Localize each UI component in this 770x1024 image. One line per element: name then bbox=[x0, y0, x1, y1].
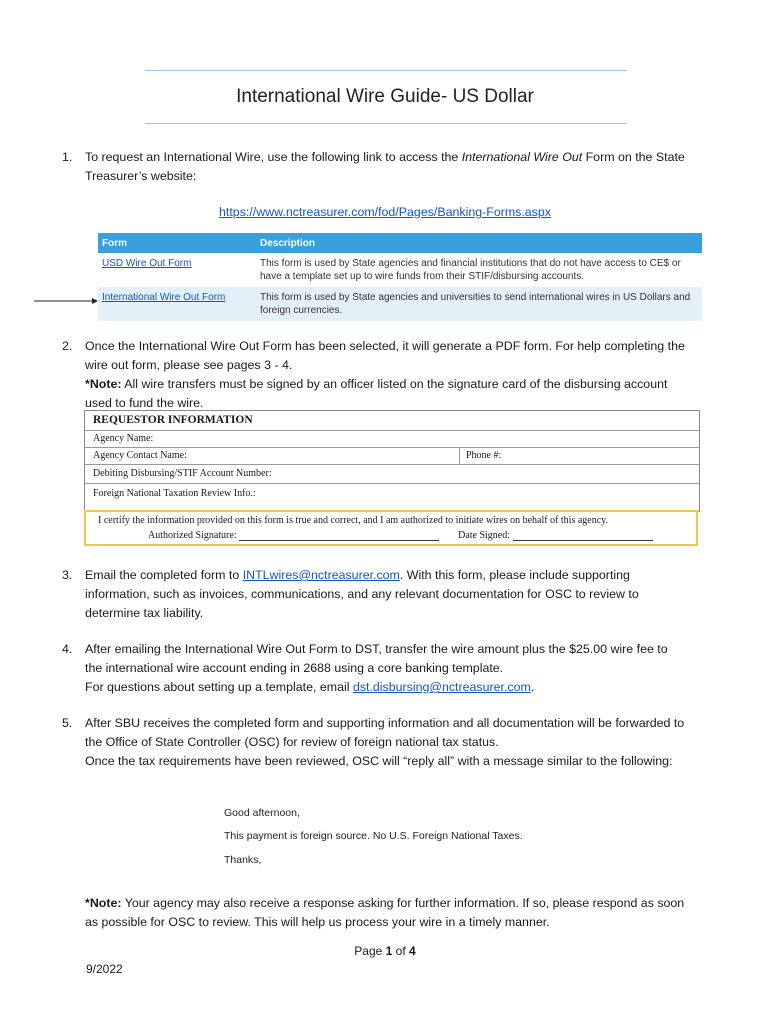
step-number: 5. bbox=[62, 716, 73, 730]
requestor-information-form bbox=[84, 410, 700, 512]
table-row bbox=[98, 287, 702, 321]
certification-box bbox=[84, 510, 698, 546]
date-signed-line bbox=[513, 529, 653, 541]
banking-forms-link-wrap bbox=[0, 205, 770, 219]
step-number: 2. bbox=[62, 339, 73, 353]
page-title: International Wire Guide- US Dollar bbox=[236, 86, 534, 107]
table-header-row bbox=[98, 233, 702, 253]
step-number: 3. bbox=[62, 568, 73, 582]
dst-disbursing-email-link[interactable]: dst.disbursing@nctreasurer.com bbox=[352, 680, 531, 694]
table-cell-description: This form is used by State agencies and financial institutions that do not have access to CE$ or have a template set up to wire funds from their STIF/disbursing accounts. bbox=[256, 253, 702, 287]
intl-wires-email-link[interactable]: INTLwires@nctreasurer.com bbox=[242, 568, 400, 582]
column-header-form: Form bbox=[98, 233, 256, 253]
debiting-account-label: Debiting Disbursing/STIF Account Number: bbox=[93, 468, 272, 479]
pointer-arrow-icon bbox=[34, 298, 98, 304]
step-text: After emailing the International Wire Out Form to DST, transfer the wire amount plus the $25.00 wire fee to the international wire account ending in 2688 using a core banking template. For questions about setting up a template, email dst.disbursing@nctreasurer.com. bbox=[85, 642, 668, 694]
requestor-heading: REQUESTOR INFORMATION bbox=[93, 414, 253, 426]
forms-table bbox=[98, 233, 702, 321]
step-text: To request an International Wire, use the following link to access the International Wire Out Form on the State Treasurer’s website: bbox=[85, 150, 685, 183]
usd-wire-out-form-link[interactable]: USD Wire Out Form bbox=[102, 258, 192, 269]
certify-statement: I certify the information provided on this form is true and correct, and I am authorized to initiate wires on behalf of this agency. bbox=[98, 515, 609, 526]
page-number: Page 1 of 4 bbox=[354, 944, 416, 958]
column-header-description: Description bbox=[256, 233, 702, 253]
authorized-signature-line bbox=[239, 529, 439, 541]
signature-note: *Note: All wire transfers must be signed by an officer listed on the signature card of the disbursing account used to fund the wire. bbox=[85, 377, 668, 410]
international-wire-out-form-link[interactable]: International Wire Out Form bbox=[102, 292, 226, 303]
step-number: 1. bbox=[62, 150, 73, 164]
table-cell-description: This form is used by State agencies and universities to send international wires in US Dollars and foreign currencies. bbox=[256, 287, 702, 321]
revision-date: 9/2022 bbox=[86, 962, 123, 976]
title-underline-rule bbox=[145, 123, 627, 124]
top-rule bbox=[145, 70, 627, 71]
agency-contact-label: Agency Contact Name: bbox=[93, 450, 187, 461]
sample-email-signoff: Thanks, bbox=[224, 854, 262, 866]
step-text: Email the completed form to INTLwires@nctreasurer.com. With this form, please include supporting information, such as invoices, communications, and any relevant documentation for OSC to review to determine tax liability. bbox=[85, 568, 639, 620]
agency-name-label: Agency Name: bbox=[93, 433, 154, 444]
step-number: 4. bbox=[62, 642, 73, 656]
table-row bbox=[98, 253, 702, 287]
date-signed-label: Date Signed: bbox=[458, 530, 511, 541]
banking-forms-link[interactable]: https://www.nctreasurer.com/fod/Pages/Banking-Forms.aspx bbox=[219, 205, 551, 219]
step-text: After SBU receives the completed form and supporting information and all documentation will be forwarded to the Office of State Controller (OSC) for review of foreign national tax status. Once the tax requirements have been reviewed, OSC will “reply all” with a message similar to the following: bbox=[85, 716, 685, 768]
foreign-national-review-label: Foreign National Taxation Review Info.: bbox=[93, 488, 256, 499]
sample-email-body: This payment is foreign source. No U.S. Foreign National Taxes. bbox=[224, 830, 523, 842]
phone-label: Phone #: bbox=[466, 450, 502, 461]
step-text: Once the International Wire Out Form has been selected, it will generate a PDF form. For help completing the wire out form, please see pages 3 - 4. *Note: All wire transfers must be signed by an officer listed on the signature card of the disbursing account used to fund the wire. bbox=[85, 337, 685, 413]
authorized-signature-label: Authorized Signature: bbox=[148, 530, 237, 541]
sample-email-greeting: Good afternoon, bbox=[224, 807, 300, 819]
